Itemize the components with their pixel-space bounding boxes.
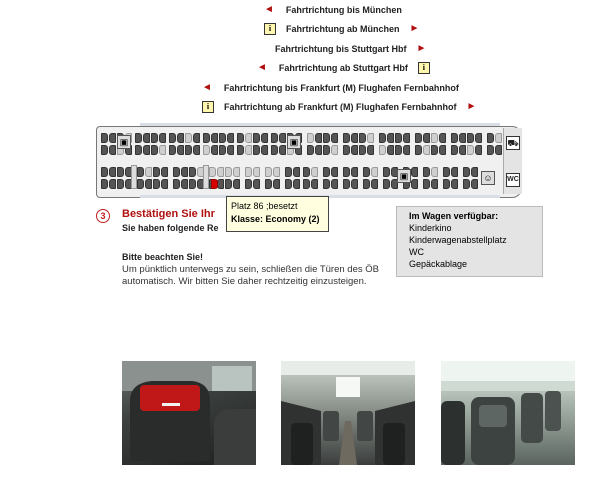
seat[interactable] [181,179,188,189]
seat[interactable] [227,133,234,143]
seat[interactable] [431,145,438,155]
seat[interactable] [145,179,152,189]
seat[interactable] [265,167,272,177]
amenity-item: Gepäckablage [409,259,468,269]
seat-tooltip [226,196,329,232]
seat[interactable] [117,179,124,189]
seat[interactable] [323,167,330,177]
info-icon[interactable]: i [202,101,214,113]
seat[interactable] [311,179,318,189]
tooltip-class [231,213,324,226]
seat[interactable] [137,179,144,189]
seat[interactable] [459,133,466,143]
wagon-seat-map [96,126,522,198]
seat[interactable] [351,167,358,177]
carriage-aisle-photo[interactable] [281,361,415,465]
seat[interactable] [451,133,458,143]
direction-label: Fahrtrichtung bis Stuttgart Hbf [275,44,407,54]
amenity-item: Kinderwagenabstellplatz [409,235,507,245]
seat[interactable] [245,167,252,177]
seat[interactable] [395,145,402,155]
seat[interactable] [383,179,390,189]
seat[interactable] [245,179,252,189]
seat[interactable] [233,167,240,177]
step-title: Bestätigen Sie Ihr [122,208,215,220]
seat[interactable] [109,179,116,189]
step-subtitle: Sie haben folgende Re [122,223,219,233]
seat[interactable] [293,167,300,177]
seat[interactable] [403,133,410,143]
seat[interactable] [403,145,410,155]
seat[interactable] [161,179,168,189]
arrow-left-icon: ◄ [264,4,274,15]
seat[interactable] [431,179,438,189]
seat[interactable] [383,167,390,177]
info-icon[interactable]: i [418,62,430,74]
seat[interactable] [273,179,280,189]
seat[interactable] [495,145,502,155]
seat[interactable] [225,179,232,189]
seat[interactable] [253,145,260,155]
seat[interactable] [101,167,108,177]
direction-row-6 [202,100,476,114]
seat[interactable] [189,167,196,177]
seat[interactable] [411,167,418,177]
seat[interactable] [331,167,338,177]
seat[interactable] [203,145,210,155]
seat[interactable] [431,167,438,177]
direction-row-4 [257,61,430,75]
seat[interactable] [253,133,260,143]
seat[interactable] [217,167,224,177]
notice-line: Um pünktlich unterwegs zu sein, schließen die Türen des ÖB [122,264,379,275]
seat[interactable] [153,167,160,177]
seat[interactable] [351,133,358,143]
direction-row-1 [264,3,402,17]
seat[interactable] [185,145,192,155]
wagon-amenities-box [396,206,543,277]
seat[interactable] [475,145,482,155]
seat[interactable] [181,167,188,177]
amenity-item: WC [409,247,424,257]
seat[interactable] [109,133,116,143]
seat[interactable] [173,179,180,189]
seat[interactable] [285,167,292,177]
seat[interactable] [411,179,418,189]
arrow-left-icon: ◄ [202,82,212,93]
seat[interactable] [159,133,166,143]
seat[interactable] [423,145,430,155]
direction-label: Fahrtrichtung bis Frankfurt (M) Flughafen Fernbahnhof [223,83,459,93]
seat[interactable] [101,179,108,189]
seat[interactable] [189,179,196,189]
seat[interactable] [161,167,168,177]
seat[interactable] [169,145,176,155]
seat[interactable] [431,133,438,143]
seat[interactable] [487,133,494,143]
seat[interactable] [487,145,494,155]
seat[interactable] [169,133,176,143]
seat[interactable] [439,133,446,143]
info-icon[interactable]: i [264,23,276,35]
seat[interactable] [217,179,224,189]
luggage-rack-icon: ▣ [117,135,131,149]
seat[interactable] [459,145,466,155]
seat[interactable] [351,179,358,189]
seat[interactable] [137,167,144,177]
seat[interactable] [143,133,150,143]
seat[interactable] [343,179,350,189]
seat[interactable] [467,133,474,143]
seat[interactable] [303,167,310,177]
seat[interactable] [117,167,124,177]
seat[interactable] [101,145,108,155]
seat[interactable] [177,133,184,143]
seat[interactable] [135,145,142,155]
notice-heading: Bitte beachten Sie! [122,252,204,262]
arrow-left-icon: ◄ [257,62,267,73]
seat[interactable] [323,133,330,143]
seat[interactable] [109,145,116,155]
seat[interactable] [261,133,268,143]
seat[interactable] [151,133,158,143]
step-number-badge: 3 [96,209,110,223]
direction-label: Fahrtrichtung bis München [285,5,402,15]
seat[interactable] [185,133,192,143]
seat[interactable] [495,133,502,143]
seat[interactable] [271,133,278,143]
seat[interactable] [351,145,358,155]
seat[interactable] [359,133,366,143]
direction-row-3 [275,42,426,56]
seat[interactable] [343,133,350,143]
seat[interactable] [173,167,180,177]
direction-row-5 [202,81,459,95]
seat[interactable] [203,133,210,143]
seat[interactable] [219,145,226,155]
seat[interactable] [363,179,370,189]
seat[interactable] [227,145,234,155]
direction-row-2 [264,22,419,36]
seat[interactable] [109,167,116,177]
amenity-item: Kinderkino [409,223,452,233]
seat[interactable] [209,167,216,177]
seat[interactable] [219,133,226,143]
seat[interactable] [279,133,286,143]
seat[interactable] [315,133,322,143]
seat[interactable] [311,167,318,177]
wc-icon: WC [506,173,520,187]
seat[interactable] [159,145,166,155]
seat[interactable] [331,133,338,143]
arrow-right-icon: ► [466,101,477,112]
luggage-rack-icon: ▣ [397,169,411,183]
seat[interactable] [371,167,378,177]
seat[interactable] [315,145,322,155]
seat[interactable] [253,167,260,177]
seat-table [131,165,137,189]
seat[interactable] [193,133,200,143]
direction-label: Fahrtrichtung ab Stuttgart Hbf [278,63,408,73]
seat[interactable] [467,145,474,155]
seat[interactable] [415,145,422,155]
seat[interactable] [343,145,350,155]
seat[interactable] [443,179,450,189]
seat[interactable] [151,145,158,155]
seat[interactable] [145,167,152,177]
seat[interactable] [323,179,330,189]
seat[interactable] [367,133,374,143]
seat[interactable] [331,179,338,189]
seat[interactable] [379,133,386,143]
notice-text [122,264,414,288]
seat[interactable] [101,133,108,143]
seat[interactable] [253,179,260,189]
seat[interactable] [261,145,268,155]
seat[interactable] [443,167,450,177]
selected-seat[interactable] [211,179,218,189]
seat[interactable] [463,179,470,189]
child-cinema-icon: ☺ [481,171,495,185]
seat[interactable] [245,145,252,155]
notice-line: automatisch. Wir bitten Sie daher rechtzeitig einzusteigen. [122,276,367,287]
seat[interactable] [245,133,252,143]
seat[interactable] [211,133,218,143]
seat[interactable] [471,167,478,177]
direction-label: Fahrtrichtung ab Frankfurt (M) Flughafen Fernbahnhof [224,102,457,112]
seat[interactable] [153,179,160,189]
luggage-rack-icon: ▣ [287,135,301,149]
seat[interactable] [371,179,378,189]
seat[interactable] [387,133,394,143]
arrow-right-icon: ► [416,43,427,54]
seat[interactable] [237,145,244,155]
tooltip-class-label: Klasse: Economy (2) [231,214,320,224]
seat[interactable] [451,145,458,155]
seat[interactable] [271,145,278,155]
stroller-icon: ⛟ [507,138,519,148]
seat[interactable] [439,145,446,155]
seat[interactable] [293,179,300,189]
seat[interactable] [211,145,218,155]
arrow-right-icon: ► [409,23,420,34]
seat[interactable] [423,167,430,177]
seat[interactable] [233,179,240,189]
seat-headrest-photo[interactable] [122,361,256,465]
seat[interactable] [331,145,338,155]
seat-table [203,165,209,189]
seat[interactable] [279,145,286,155]
amenities-heading: Im Wagen verfügbar: [409,211,499,221]
seat[interactable] [379,145,386,155]
seat[interactable] [303,179,310,189]
seat[interactable] [177,145,184,155]
seat[interactable] [387,145,394,155]
seat[interactable] [367,145,374,155]
tooltip-seat-status: Platz 86 ;besetzt [231,201,298,211]
seat[interactable] [363,167,370,177]
seat[interactable] [237,133,244,143]
seat-rows-photo[interactable] [441,361,575,465]
seat[interactable] [285,179,292,189]
seat[interactable] [307,133,314,143]
seat[interactable] [423,179,430,189]
seat[interactable] [423,133,430,143]
seat[interactable] [463,167,470,177]
direction-label: Fahrtrichtung ab München [286,24,400,34]
seat[interactable] [265,179,272,189]
seat[interactable] [343,167,350,177]
seat[interactable] [193,145,200,155]
seat[interactable] [323,145,330,155]
seat[interactable] [475,133,482,143]
seat[interactable] [395,133,402,143]
seat[interactable] [307,145,314,155]
seat[interactable] [359,145,366,155]
seat[interactable] [471,179,478,189]
seat[interactable] [225,167,232,177]
wagon-end-section [503,128,522,194]
seat[interactable] [415,133,422,143]
seat[interactable] [451,179,458,189]
seat[interactable] [143,145,150,155]
seat[interactable] [451,167,458,177]
seat[interactable] [273,167,280,177]
seat[interactable] [135,133,142,143]
